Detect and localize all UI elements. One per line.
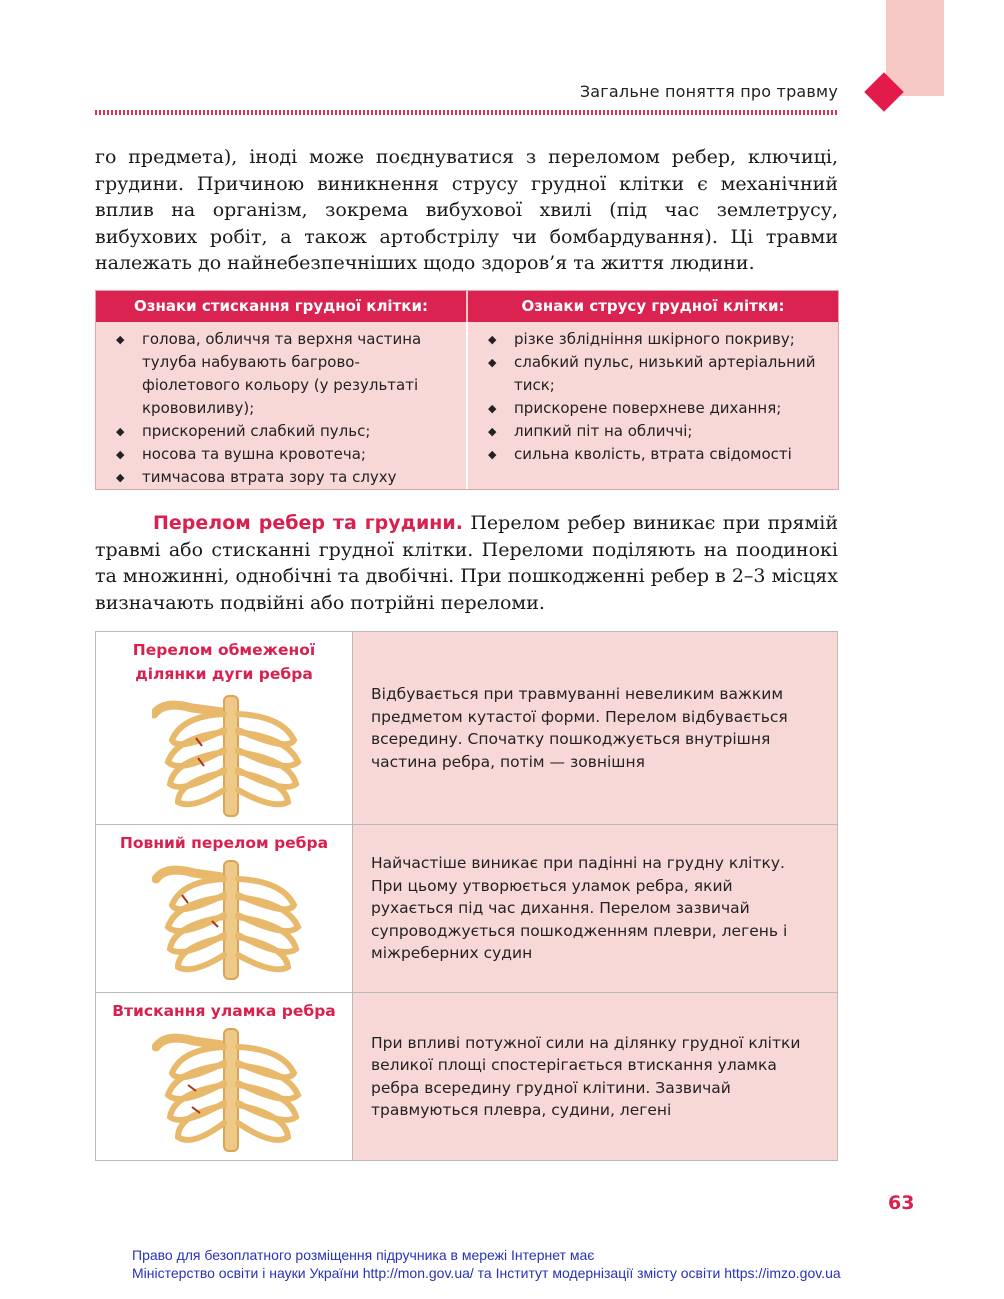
list-item: ◆ носова та вушна кровотеча; [116, 443, 456, 466]
list-item: ◆ сильна кволість, втрата свідомості [488, 443, 828, 466]
fracture-type-cell [96, 632, 353, 824]
ribcage-illustration-1 [152, 690, 312, 820]
list-item: ◆ липкий піт на обличчі; [488, 420, 828, 443]
fracture-description-cell [353, 825, 837, 992]
diamond-bullet-icon: ◆ [488, 356, 497, 369]
footer-license-note [132, 1246, 892, 1282]
fracture-description: Відбувається при травмуванні невеликим важким предметом кутастої форми. Перелом відбувається всередину. Спочатку пошкоджується внутрішня частина ребра, потім — зовнішня [371, 685, 788, 771]
fracture-description: Найчастіше виникає при падінні на грудну клітку. При цьому утворюється уламок ребра, який рухається під час дихання. Перелом зазвичай супроводжується пошкодженням плеври, легень і міжреберних судин [371, 854, 788, 963]
fracture-description: При впливі потужної сили на ділянку грудної клітки великої площі спостерігається втискання уламка ребра всередину грудної клітини. Зазвичай травмуються плевра, судини, легені [371, 1033, 801, 1119]
concussion-signs-header: Ознаки струсу грудної клітки: [466, 291, 838, 322]
intro-paragraph: го предмета), іноді може поєднуватися з переломом ребер, ключиці, грудини. Причиною виникнення струсу грудної клітки є механічний вплив на організм, зокрема вибухової хвилі (під час землетрусу, вибухових робіт, а також артобстрілу чи бомбардування). Ці травми належать до найнебезпечніших щодо здоров’я та життя людини. [95, 146, 838, 274]
list-item: ◆ різке зблідніння шкірного покриву; [488, 328, 828, 351]
list-item: ◆ слабкий пульс, низький артеріальний тиск; [488, 353, 816, 394]
fracture-types-table [95, 631, 838, 1161]
table-row [96, 632, 837, 825]
corner-tab [886, 0, 944, 96]
fracture-type-title: Перелом обмеженої ділянки дуги ребра [132, 641, 316, 683]
diamond-bullet-icon: ◆ [488, 448, 497, 461]
table-row [96, 825, 837, 993]
paragraph-text: Перелом ребер виникає при прямій травмі або стисканні грудної клітки. Переломи поділяють на поодинокі та множинні, однобічні та двобічні. При пошкодженні ребер в 2–3 місцях визначають подвійні або потрійні переломи. [95, 512, 839, 614]
diamond-bullet-icon: ◆ [488, 333, 497, 346]
running-title: Загальне поняття про травму [579, 82, 838, 101]
diamond-bullet-icon: ◆ [116, 448, 125, 461]
diamond-bullet-icon: ◆ [488, 425, 497, 438]
header-dotted-rule [95, 110, 838, 115]
signs-table-header [96, 291, 838, 322]
fracture-type-title: Втискання уламка ребра [112, 1002, 336, 1020]
fracture-type-cell [96, 993, 353, 1160]
diamond-bullet-icon: ◆ [116, 425, 125, 438]
compression-signs-header: Ознаки стискання грудної клітки: [134, 297, 428, 315]
rib-fracture-paragraph [95, 510, 838, 616]
compression-signs-column [96, 322, 466, 489]
footer-line-2: Міністерство освіти і науки України http://mon.gov.ua/ та Інститут модернізації змісту освіти https://imzo.gov.ua [132, 1265, 841, 1281]
list-item: ◆ тимчасова втрата зору та слуху [116, 466, 456, 489]
concussion-signs-column [466, 322, 838, 489]
list-item: ◆ голова, обличчя та верхня частина тулуба набувають багрово-фіолетового кольору (у результаті крововиливу); [116, 330, 422, 417]
fracture-description-cell [353, 632, 837, 824]
fracture-type-cell [96, 825, 353, 992]
ribcage-illustration-2 [152, 857, 312, 983]
signs-table [95, 290, 839, 490]
diamond-bullet-icon: ◆ [488, 402, 497, 415]
fracture-type-title: Повний перелом ребра [119, 834, 329, 852]
run-in-heading: Перелом ребер та грудини. [153, 512, 463, 534]
ribcage-illustration-3 [152, 1027, 312, 1155]
diamond-bullet-icon: ◆ [116, 333, 125, 346]
diamond-bullet-icon: ◆ [116, 471, 125, 484]
table-row [96, 993, 837, 1160]
list-item: ◆ прискорене поверхневе дихання; [488, 397, 828, 420]
page-number: 63 [888, 1192, 915, 1214]
list-item: ◆ прискорений слабкий пульс; [116, 420, 456, 443]
footer-line-1: Право для безоплатного розміщення підручника в мережі Інтернет має [132, 1247, 595, 1263]
fracture-description-cell [353, 993, 837, 1160]
